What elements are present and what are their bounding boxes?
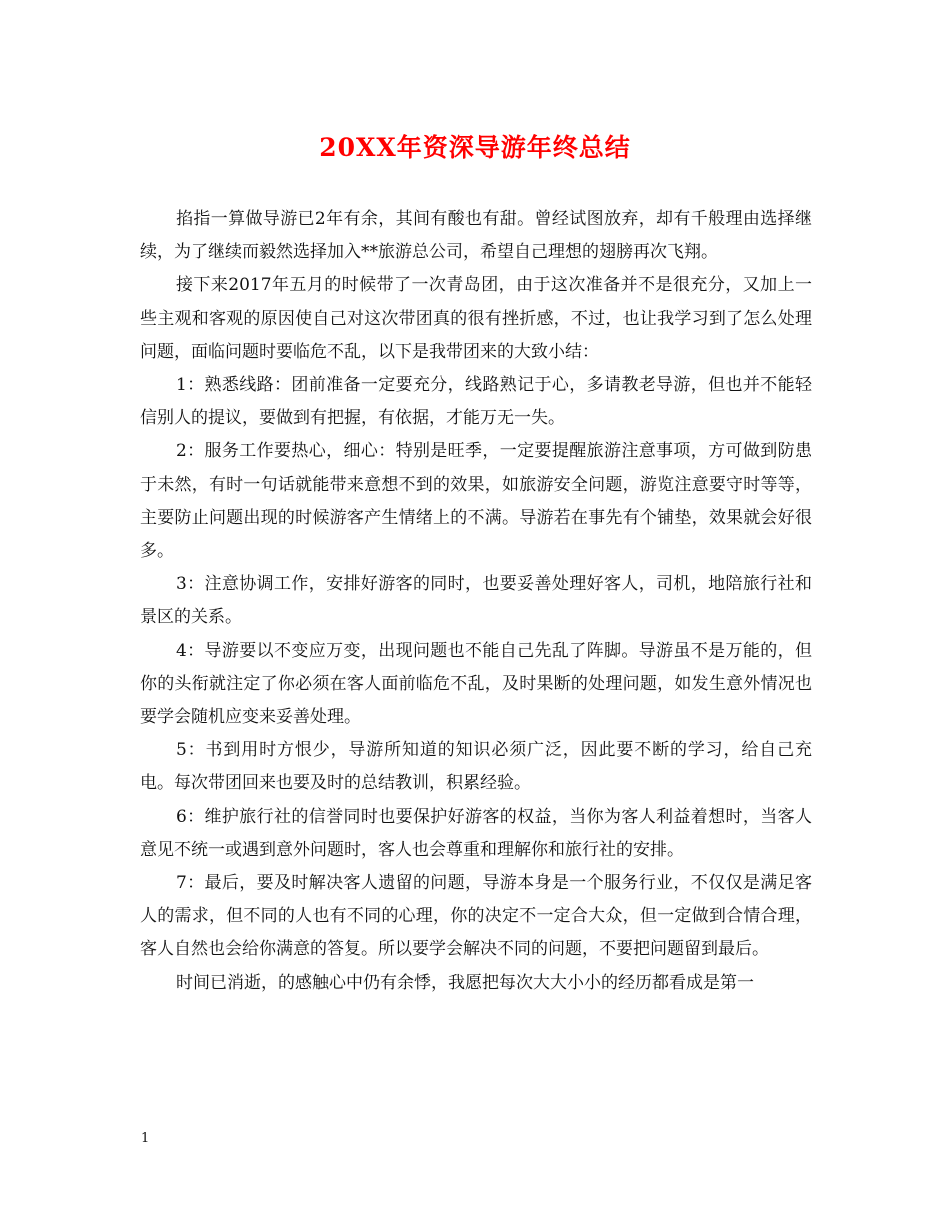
paragraph: 5：书到用时方恨少，导游所知道的知识必须广泛，因此要不断的学习，给自己充电。每次带团回来也要及时的总结教训，积累经验。 [140,740,812,794]
document-body [140,203,812,1000]
paragraph: 时间已消逝，的感触心中仍有余悸，我愿把每次大大小小的经历都看成是第一 [176,972,754,993]
document-title: 20XX年资深导游年终总结 [319,133,631,162]
paragraph: 4：导游要以不变应万变，出现问题也不能自己先乱了阵脚。导游虽不是万能的，但你的头衔就注定了你必须在客人面前临危不乱，及时果断的处理问题，如发生意外情况也要学会随机应变来妥善处理。 [140,640,812,728]
paragraph: 6：维护旅行社的信誉同时也要保护好游客的权益，当你为客人利益着想时，当客人意见不统一或遇到意外问题时，客人也会尊重和理解你和旅行社的安排。 [140,806,812,860]
paragraph: 2：服务工作要热心，细心：特别是旺季，一定要提醒旅游注意事项，方可做到防患于未然，有时一句话就能带来意想不到的效果，如旅游安全问题，游览注意要守时等等，主要防止问题出现的时候游客产生情绪上的不满。导游若在事先有个铺垫，效果就会好很多。 [140,441,812,562]
paragraph: 3：注意协调工作，安排好游客的同时，也要妥善处理好客人，司机，地陪旅行社和景区的关系。 [140,574,812,628]
page-number: 1 [141,1131,150,1146]
paragraph: 1：熟悉线路：团前准备一定要充分，线路熟记于心，多请教老导游，但也并不能轻信别人的提议，要做到有把握，有依据，才能万无一失。 [140,375,812,429]
paragraph: 掐指一算做导游已2年有余，其间有酸也有甜。曾经试图放弃，却有千般理由选择继续，为了继续而毅然选择加入**旅游总公司，希望自己理想的翅膀再次飞翔。 [140,209,812,263]
paragraph: 接下来2017年五月的时候带了一次青岛团，由于这次准备并不是很充分，又加上一些主观和客观的原因使自己对这次带团真的很有挫折感，不过，也让我学习到了怎么处理问题，面临问题时要临危不乱，以下是我带团来的大致小结： [140,275,812,362]
paragraph: 7：最后，要及时解决客人遗留的问题，导游本身是一个服务行业，不仅仅是满足客人的需求，但不同的人也有不同的心理，你的决定不一定合大众，但一定做到合情合理，客人自然也会给你满意的答复。所以要学会解决不同的问题，不要把问题留到最后。 [140,873,812,960]
